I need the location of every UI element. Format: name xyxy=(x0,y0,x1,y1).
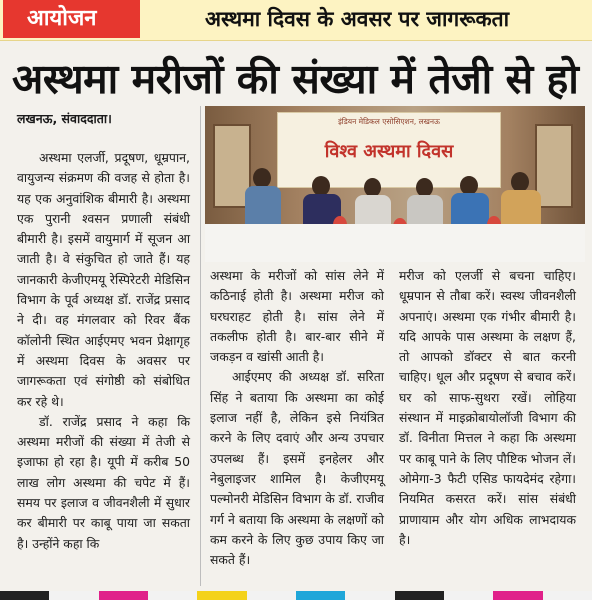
dateline: लखनऊ, संवाददाता। xyxy=(17,111,112,126)
kicker-line: अस्थमा दिवस के अवसर पर जागरूकता xyxy=(205,7,510,31)
table-cloth xyxy=(205,224,585,262)
banner-title: विश्व अस्थमा दिवस xyxy=(324,141,454,162)
paragraph: मरीज को एलर्जी से बचना चाहिए। धूम्रपान से तौबा करें। स्वस्थ जीवनशैली अपनाएं। अस्थमा एक गंभीर बीमारी है। यदि आपके पास अस्थमा के लक्षण हैं, तो आपको डॉक्टर से बात करनी चाहिए। धूल और प्रदूषण से बचाव करें। घर को साफ-सुथरा रखें। लोहिया संस्थान में माइक्रोबायोलॉजी विभाग की डॉ. विनीता मित्तल ने कहा कि अस्थमा पर काबू पाने के लिए पौष्टिक भोजन लें। ओमेगा-3 फैटी एसिड फायदेमंद रहेगा। नियमित कसरत करें। सांस संबंधी प्राणायाम और योग अधिक लाभदायक है। xyxy=(399,268,576,547)
article-column-1 xyxy=(17,148,190,554)
registration-color-bar xyxy=(0,591,592,600)
section-tag: आयोजन xyxy=(3,0,140,38)
event-photo xyxy=(205,106,585,262)
banner-organisation: इंडियन मेडिकल एसोसिएशन, लखनऊ xyxy=(338,117,440,126)
column-divider xyxy=(200,106,201,586)
paragraph: अस्थमा एलर्जी, प्रदूषण, धूम्रपान, वायुजन्य संक्रमण की वजह से होता है। यह एक अनुवांशिक बीमारी है। अस्थमा एक पुरानी श्वसन प्रणाली संबंधी बीमारी है। इसमें वायुमार्ग में सूजन आ जाती है। वे संकुचित हो जाते हैं। यह जानकारी केजीएमयू रेस्पिरेटरी मेडिसिन विभाग के पूर्व अध्यक्ष डॉ. राजेंद्र प्रसाद ने दी। वह मंगलवार को रिवर बैंक कॉलोनी स्थित आईएमए भवन प्रेक्षागृह में अस्थमा दिवस के अवसर पर जागरूकता एवं संगोष्ठी को संबोधित कर रहे थे। xyxy=(17,150,190,409)
paragraph: डॉ. राजेंद्र प्रसाद ने कहा कि अस्थमा मरीजों की संख्या में तेजी से इजाफा हो रहा है। यूपी में करीब 50 लाख लोग अस्थमा की चपेट में हैं। समय पर इलाज व जीवनशैली में सुधार कर बीमारी पर काबू पाया जा सकता है। उन्होंने कहा कि xyxy=(17,413,190,551)
article-column-3 xyxy=(399,266,576,550)
section-header-bar xyxy=(0,0,592,41)
article-column-2 xyxy=(210,266,384,570)
paragraph: अस्थमा के मरीजों को सांस लेने में कठिनाई होती है। अस्थमा मरीज को घरघराहट होती है। सांस लेने में तकलीफ होती है। बार-बार सीने में जकड़न व खांसी आती है। xyxy=(210,268,384,365)
paragraph: आईएमए की अध्यक्ष डॉ. सरिता सिंह ने बताया कि अस्थमा का कोई इलाज नहीं है, लेकिन इसे नियंत्रित करने के लिए दवाएं और अन्य उपचार उपलब्ध हैं। इसमें इनहेलर और नेबुलाइजर शामिल है। केजीएमयू पल्मोनरी मेडिसिन विभाग के डॉ. राजीव गर्ग ने बताया कि अस्थमा के लक्षणों को कम करने के लिए कुछ उपाय किए जा सकते हैं। xyxy=(210,369,384,568)
headline: अस्थमा मरीजों की संख्या में तेजी से हो xyxy=(12,55,579,103)
